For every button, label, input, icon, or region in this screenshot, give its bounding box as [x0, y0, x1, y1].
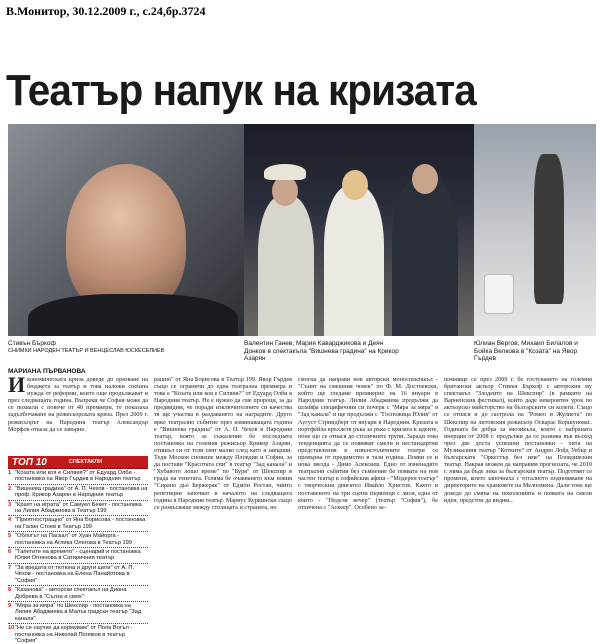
photo-credit: СНИМКИ НАРОДЕН ТЕАТЪР И ВЕНЦЕСЛАВ ЮСКЕСЕЛИЕВ — [8, 347, 165, 354]
top10-item — [8, 469, 148, 485]
top10-item — [8, 564, 148, 586]
photo-stage-scene-2 — [474, 124, 596, 336]
newspaper-clipping — [4, 64, 596, 642]
headline: Театър напук на кризата — [6, 66, 476, 115]
top10-rank: 8 — [8, 587, 12, 594]
chair-shape — [484, 274, 514, 314]
article-column-1 — [8, 376, 148, 454]
portrait-body-shape — [28, 294, 238, 336]
article-text: кономическата криза доведе до орязване на бюджета за театър и това наложи спешна нужда от реформи, които още продължават и през следващата година. Въпреки че София може да се похвали с повече от 40 премиери, те показаха задълбочаване на режисьорската криза. През 2009 г. режисьорът на Народния театър Александър Морфов отказа да се завърне. — [8, 376, 148, 433]
top10-item-text: "Не се научих да кормувам" от Пола Вогъл - постановка на Николай Поляков в театър "София" — [15, 625, 133, 644]
top10-rank: 3 — [8, 501, 12, 508]
top10-item-text: "Вишнева градина" от А. П. Чехов - постановка на проф. Крикор Азарян в Народния театър — [15, 485, 148, 499]
top10-item — [8, 501, 148, 517]
actor-figure — [534, 154, 564, 304]
top10-item — [8, 485, 148, 501]
top10-item-text: "Краят на играта" от Самуел Бекет - постановка на Лилия Абаджиева в Театър 199 — [15, 501, 142, 515]
top10-rank: 9 — [8, 602, 12, 609]
top10-subtitle: СПЕКТАКЛИ — [68, 459, 103, 465]
article-column-3: смогна да направи нов авторски моноспектакъл - "Сънят на смешния човек" по Ф. М. Достоевски, който ще гледаме премиерно на 16 януари в Народния театър. Лилия Абаджиева продължи да шлайфа специфичния си почерк с "Мяра за мяра" в "Зад канала" и ще продължи с "Госпожица Юлия" от Аугуст Стриндберг от януари в Народния. Кризата в портфейла връхлетя ръка за ръка с кризата в идеите, поне що се отнася до столичните трупи. Заради това тенденцията да се появяват смели и нестандартни представления в извънстоличните театри се превърна от предимство в тази година. Появи се и нова звезда - Димо Алексиев. Едно от изненадите театрални събития без съмнение бе появата на нов частен театър в софийския афиш - "Модерен театър" с творческия двигател Ивайло Христов. Както и поставеното на три сцени първенци с лиси, една от които - "Неделя вечер" (театър "София"), бе отличена с "Аскеер". Особено за- — [298, 376, 438, 511]
top10-item — [8, 586, 148, 602]
top10-item — [8, 602, 148, 624]
photo-caption-1 — [8, 340, 244, 355]
byline: МАРИАНА ПЪРВАНОВА — [8, 368, 86, 375]
top10-rank: 6 — [8, 549, 12, 556]
top10-box — [8, 456, 148, 644]
actor-figure — [392, 176, 458, 336]
top10-item — [8, 624, 148, 644]
actor-head — [412, 164, 438, 194]
top10-item-text: "За вредата от тютюна и други шеги" от А. П. Чехов - постановка на Елена Панайотова в "София" — [15, 564, 135, 584]
top10-rank: 5 — [8, 533, 12, 540]
portrait-head-shape — [66, 164, 186, 314]
photo-caption-2: Валентин Ганев, Мария Каварджикова и Деян Донков в спектакъла "Вишнева градина" на Крикор Азарян — [244, 340, 399, 362]
photo-stage-scene — [244, 124, 474, 336]
source-line: В.Монитор, 30.12.2009 г., с.24,бр.3724 — [6, 4, 206, 18]
top10-item — [8, 548, 148, 564]
actor-figure — [324, 186, 384, 336]
top10-header — [8, 456, 148, 469]
hat-shape — [264, 164, 306, 180]
top10-rank: 2 — [8, 485, 12, 492]
top10-item — [8, 516, 148, 532]
caption-text: Стивън Бъркоф — [8, 340, 56, 347]
actor-head — [272, 176, 298, 206]
photo-caption-3: Юлиан Вергов, Михаил Билалов и Бойка Велкова в "Козата" на Явор Гърдев — [474, 340, 578, 362]
top10-rank: 10 — [8, 625, 15, 632]
top10-rank: 1 — [8, 470, 12, 476]
top10-title: ТОП 10 — [12, 456, 47, 468]
top10-rank: 4 — [8, 517, 12, 524]
article-column-2: рашно" от Яна Борисова в Театър 199. Явор Гърдев също се ограничи до една театрална премиера и това е "Козата или коя е Силвия?" от Едуард Олби в Народния театър. Не е нужно да сме пророци, за да предвидим, че поради изключителните си качества тя ще участва в раздаването на наградите. Друго ярко театрално събитие през изминаващата година е "Вишнева градина" от А. П. Чехов в Народния театър, която за съжаление бе последната постановка на големия режисьор Крикор Азарян, отишъл си от този свят малко след като я завърши. Теди Москов сновеше между Пловдив и София, за да постави "Красотата спи" в театър "Зад канала" и "Хубавото лошо време" по "Буря" от Шекспир в града на тепетата. Голяма бе очакването към новия "Сирано дьо Бержерак" от Едмон Ростан, чиито репетиции започват в началото на следващата година в Народния театър. Мариус Куркински също се разкъсваше между столицата и страната, но — [154, 376, 292, 511]
top10-item-text: "Приятностращно" от Яна Борисова - постановка на Галин Стоев в Театър 199 — [15, 517, 146, 530]
top10-item-text: "Мяра за мяра" по Шекспир - постановка на Лилия Абаджиева в Малък градски театър "Зад канала" — [15, 602, 142, 622]
article-column-4: помняще се през 2009 г. бе гостуването на големия британски актьор Стивън Бъркоф с авторския му спектакъл "Злодеите на Шекспир" (в рамките на Варненския фестивал), който даде невероятен урок по актьорско майсторство на българските си колеги. Също се отнася и до гастрола на "Ромео и Жулиета" по Шекспир на литовския режисьор Оскарас Коршуновас. Годината бе добра за мюзикъла, които с набраната инерция от 2008 г. продължи да се развива във възход чрез две доста успешни постановки - хита на Музикалния театър "Котките" от Андрю Лойд Уебър и българската "Оркестър без име" на Пловдивския театър. Накрая можем да направим прогнозата, че 2010 г. няма да бъде лека за българския театър. Подготвят се промени, които започнаха с тоталното подновяване на директорите на храмовете на Мелпомена. Дали това ще доведе до смяна на поколенията и появата на смели идеи, предстои да видим... — [444, 376, 592, 504]
top10-rank: 7 — [8, 564, 12, 571]
top10-item — [8, 532, 148, 548]
top10-list — [8, 469, 148, 644]
photo-portrait — [8, 124, 244, 336]
actor-head — [342, 170, 368, 200]
actor-figure — [258, 196, 314, 336]
top10-item-text: "Облогът на Паскал" от Хуан Майорга - постановка на Аглика Олегова в Театър 199 — [15, 533, 132, 546]
top10-item-text: "Козата или коя е Силвия?" от Едуард Олби - постановка на Явор Гърдев в Народния театър — [15, 470, 141, 483]
top10-item-text: "Казанова" - авторски спектакъл на Диана Добрева в "Сълза и смях" — [15, 587, 127, 600]
top10-item-text: "Тапетите на времето" - сценарий и постановка Юлия Огнянова в Сатиричния театър — [15, 549, 141, 562]
drop-cap: И — [8, 376, 26, 397]
